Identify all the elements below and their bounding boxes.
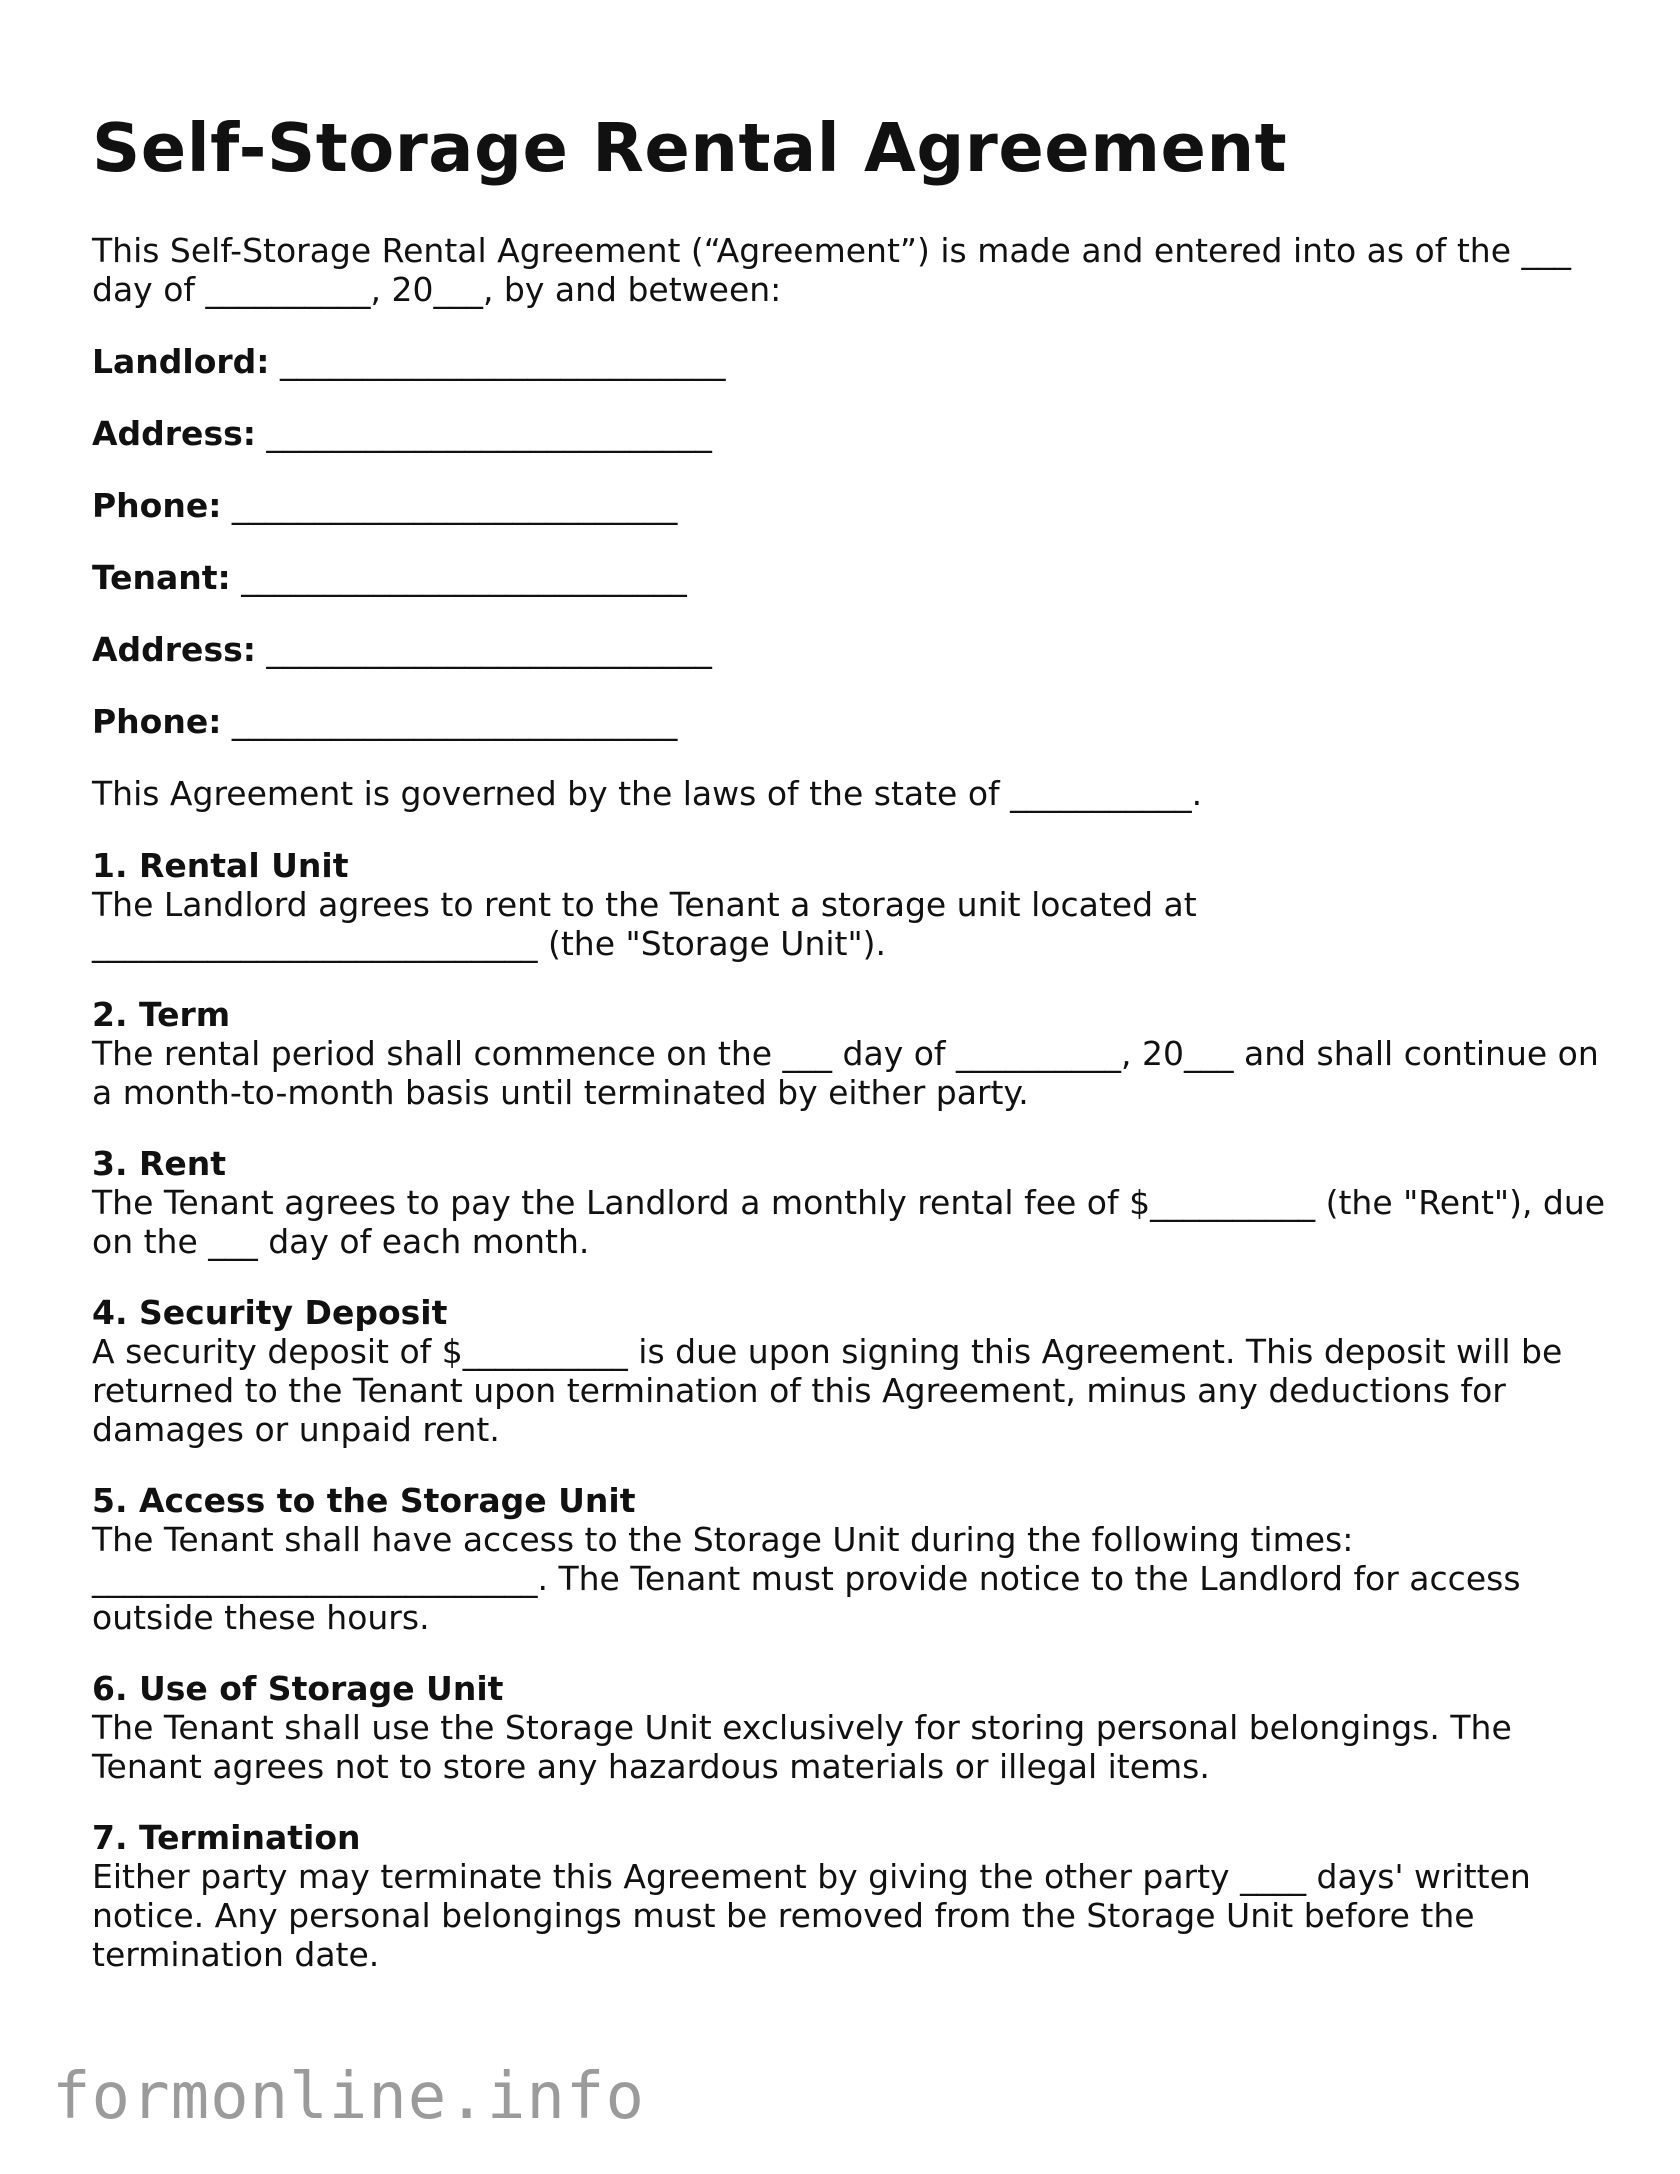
section-body: The Landlord agrees to rent to the Tenant a storage unit located at ___________________________ (the "Storage Unit"). xyxy=(92,885,1197,964)
section-term xyxy=(92,995,1612,1112)
field-blank: ___________________________ xyxy=(231,486,678,526)
section-heading: 3. Rent xyxy=(92,1144,227,1184)
field-label: Tenant: xyxy=(92,558,231,598)
section-heading: 4. Security Deposit xyxy=(92,1293,448,1333)
section-body: Either party may terminate this Agreement by giving the other party ____ days' written notice. Any personal belongings must be removed from the Storage Unit before the termination date. xyxy=(92,1857,1531,1975)
tenant-address-field xyxy=(92,630,1612,669)
landlord-address-field xyxy=(92,414,1612,453)
field-label: Address: xyxy=(92,414,256,454)
section-body: The Tenant shall have access to the Storage Unit during the following times: ___________________________. The Tenant must provide notice to the Landlord for access outside these hours. xyxy=(92,1520,1521,1638)
section-security-deposit xyxy=(92,1293,1612,1449)
field-label: Phone: xyxy=(92,702,222,742)
landlord-phone-field xyxy=(92,486,1612,525)
field-label: Phone: xyxy=(92,486,222,526)
section-heading: 2. Term xyxy=(92,995,231,1035)
section-rental-unit xyxy=(92,846,1612,963)
tenant-phone-field xyxy=(92,702,1612,741)
tenant-field xyxy=(92,558,1612,597)
section-body: The Tenant shall use the Storage Unit exclusively for storing personal belongings. The Tenant agrees not to store any hazardous materials or illegal items. xyxy=(92,1708,1512,1787)
section-rent xyxy=(92,1144,1612,1261)
field-blank: ___________________________ xyxy=(266,630,712,670)
field-label: Landlord: xyxy=(92,342,270,382)
section-termination xyxy=(92,1818,1612,1974)
section-heading: 5. Access to the Storage Unit xyxy=(92,1481,636,1521)
section-body: The Tenant agrees to pay the Landlord a monthly rental fee of $__________ (the "Rent"), due on the ___ day of each month. xyxy=(92,1183,1606,1262)
parties-block xyxy=(92,342,1612,741)
intro-paragraph: This Self-Storage Rental Agreement (“Agreement”) is made and entered into as of the ___ day of __________, 20___, by and between: xyxy=(92,231,1571,310)
field-blank: ___________________________ xyxy=(280,342,726,382)
section-access xyxy=(92,1481,1612,1637)
section-use xyxy=(92,1669,1612,1786)
field-blank: ___________________________ xyxy=(266,414,712,454)
watermark: formonline.info xyxy=(52,2060,645,2134)
governing-law-paragraph: This Agreement is governed by the laws of the state of ___________. xyxy=(92,774,1203,814)
section-body: A security deposit of $__________ is due upon signing this Agreement. This deposit will be returned to the Tenant upon termination of this Agreement, minus any deductions for damages or unpaid rent. xyxy=(92,1332,1563,1450)
agreement-page xyxy=(92,110,1612,2006)
section-heading: 6. Use of Storage Unit xyxy=(92,1669,504,1709)
document-title: Self-Storage Rental Agreement xyxy=(92,109,1288,187)
section-heading: 1. Rental Unit xyxy=(92,846,349,886)
section-heading: 7. Termination xyxy=(92,1818,361,1858)
field-blank: ___________________________ xyxy=(231,702,678,742)
field-blank: ___________________________ xyxy=(241,558,687,598)
landlord-field xyxy=(92,342,1612,381)
section-body: The rental period shall commence on the ___ day of __________, 20___ and shall continue on a month-to-month basis until terminated by either party. xyxy=(92,1034,1599,1113)
field-label: Address: xyxy=(92,630,256,670)
